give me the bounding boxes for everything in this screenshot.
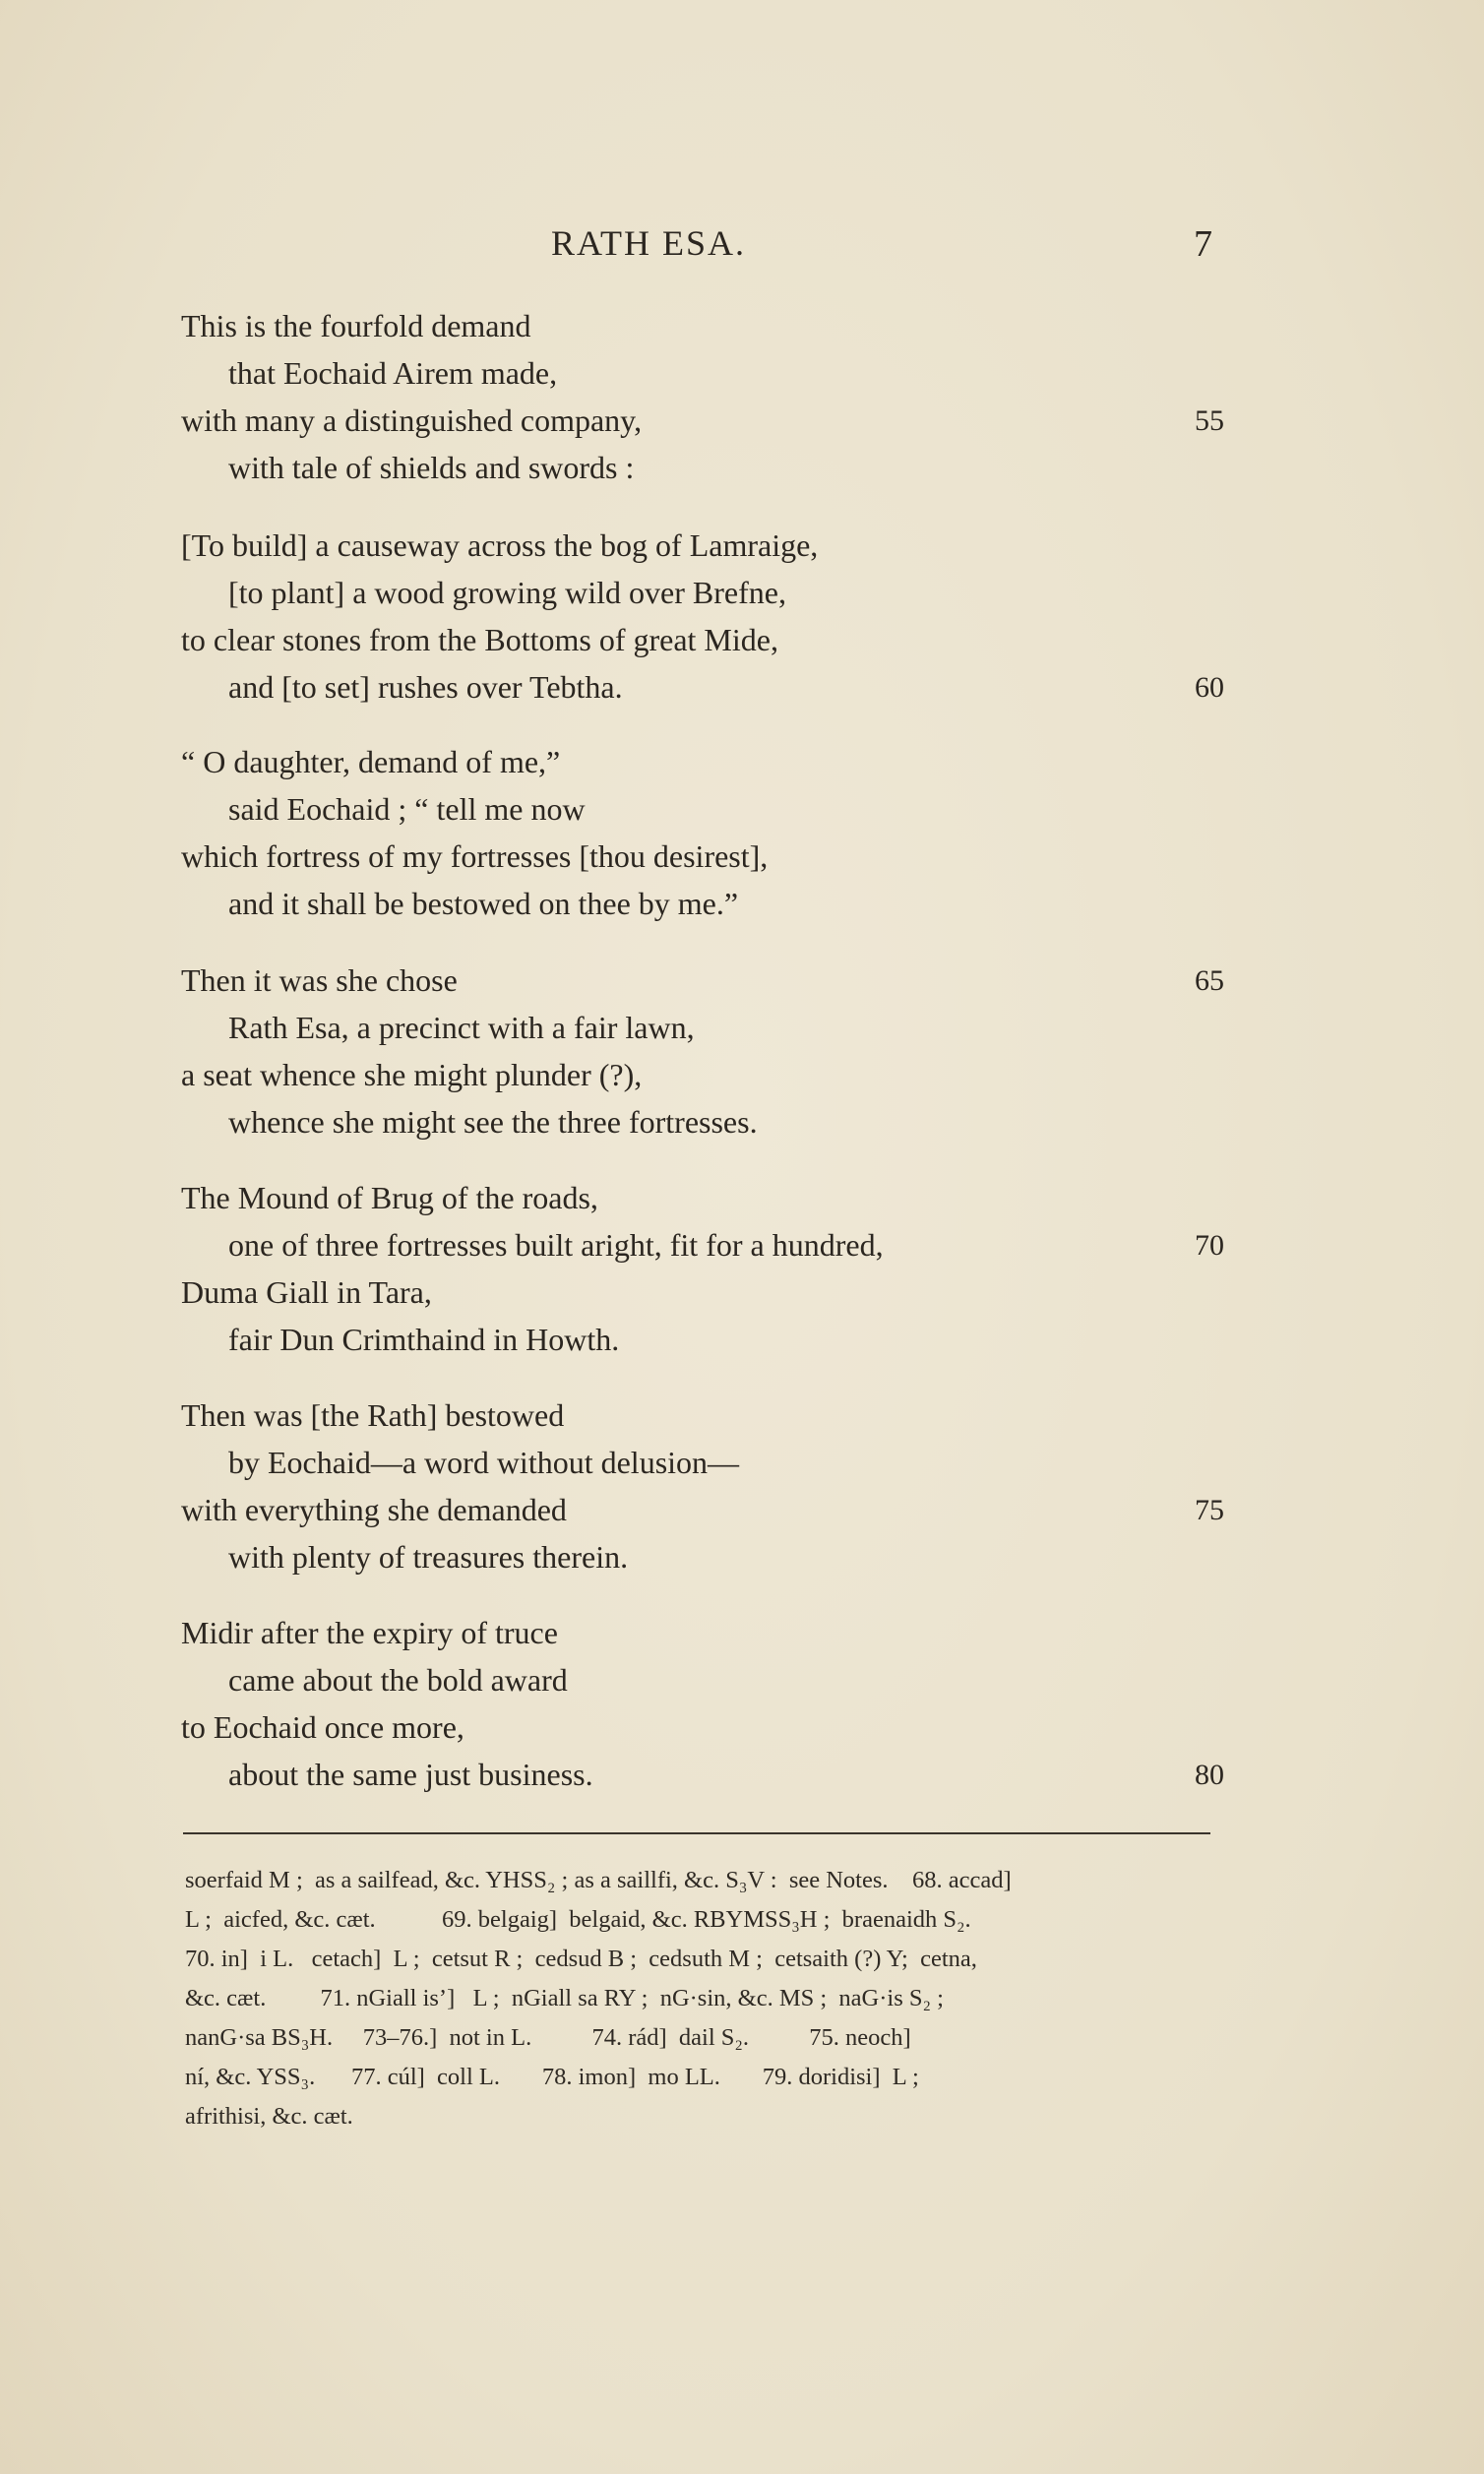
verse-line: with everything she demanded xyxy=(181,1492,567,1527)
line-number: 75 xyxy=(1195,1494,1224,1526)
verse-line: came about the bold award xyxy=(228,1662,568,1698)
verse-line: with many a distinguished company, xyxy=(181,402,643,438)
verse-line: about the same just business. xyxy=(228,1757,593,1792)
footnote-line: L ; aicfed, &c. cæt. 69. belgaig] belgaid, &c. RBYMSS₃H ; braenaidh S₂. xyxy=(185,1906,971,1933)
footnote-line: &c. cæt. 71. nGiall is’] L ; nGiall sa RY ; nG·sin, &c. MS ; naG·is S₂ ; xyxy=(185,1985,944,2011)
verse-line: to clear stones from the Bottoms of great Mide, xyxy=(181,622,778,657)
verse-line: whence she might see the three fortresses. xyxy=(228,1104,758,1140)
verse-line: [to plant] a wood growing wild over Brefne, xyxy=(228,575,786,610)
line-number: 60 xyxy=(1195,671,1224,704)
verse-line: a seat whence she might plunder (?), xyxy=(181,1057,643,1092)
footnote-line: afrithisi, &c. cæt. xyxy=(185,2103,353,2130)
verse-line: Then was [the Rath] bestowed xyxy=(181,1397,565,1433)
line-number: 70 xyxy=(1195,1229,1224,1262)
verse-line: Then it was she chose xyxy=(181,962,458,998)
verse-line: fair Dun Crimthaind in Howth. xyxy=(228,1322,620,1357)
verse-line: that Eochaid Airem made, xyxy=(228,355,558,391)
verse-line: with tale of shields and swords : xyxy=(228,450,635,485)
line-number: 80 xyxy=(1195,1759,1224,1791)
line-number: 65 xyxy=(1195,964,1224,997)
verse-line: [To build] a causeway across the bog of Lamraige, xyxy=(181,527,819,563)
verse-line: which fortress of my fortresses [thou desirest], xyxy=(181,838,769,874)
verse-line: This is the fourfold demand xyxy=(181,308,531,343)
page-number: 7 xyxy=(1194,223,1212,265)
running-title: RATH ESA. xyxy=(551,223,747,263)
verse-line: The Mound of Brug of the roads, xyxy=(181,1180,598,1215)
verse-line: Midir after the expiry of truce xyxy=(181,1615,558,1650)
footnote-line: nanG·sa BS₃H. 73–76.] not in L. 74. rád] dail S₂. 75. neoch] xyxy=(185,2024,911,2051)
footnote-rule xyxy=(183,1832,1210,1834)
footnote-line: soerfaid M ; as a sailfead, &c. YHSS₂ ; as a saillfi, &c. S₃V : see Notes. 68. accad] xyxy=(185,1867,1012,1893)
verse-line: and [to set] rushes over Tebtha. xyxy=(228,669,623,705)
verse-line: by Eochaid—a word without delusion— xyxy=(228,1445,740,1480)
footnote-line: 70. in] i L. cetach] L ; cetsut R ; cedsud B ; cedsuth M ; cetsaith (?) Y; cetna, xyxy=(185,1946,977,1972)
verse-line: one of three fortresses built aright, fit for a hundred, xyxy=(228,1227,884,1263)
footnote-line: ní, &c. YSS₃. 77. cúl] coll L. 78. imon] mo LL. 79. doridisi] L ; xyxy=(185,2064,919,2090)
verse-line: and it shall be bestowed on thee by me.” xyxy=(228,886,739,921)
verse-line: with plenty of treasures therein. xyxy=(228,1539,629,1575)
page-header xyxy=(0,222,1484,272)
verse-line: said Eochaid ; “ tell me now xyxy=(228,791,586,827)
verse-line: Duma Giall in Tara, xyxy=(181,1274,432,1310)
line-number: 55 xyxy=(1195,404,1224,437)
verse-line: “ O daughter, demand of me,” xyxy=(181,744,561,779)
verse-line: Rath Esa, a precinct with a fair lawn, xyxy=(228,1010,695,1045)
verse-line: to Eochaid once more, xyxy=(181,1709,464,1745)
footnotes xyxy=(185,1861,1208,2136)
